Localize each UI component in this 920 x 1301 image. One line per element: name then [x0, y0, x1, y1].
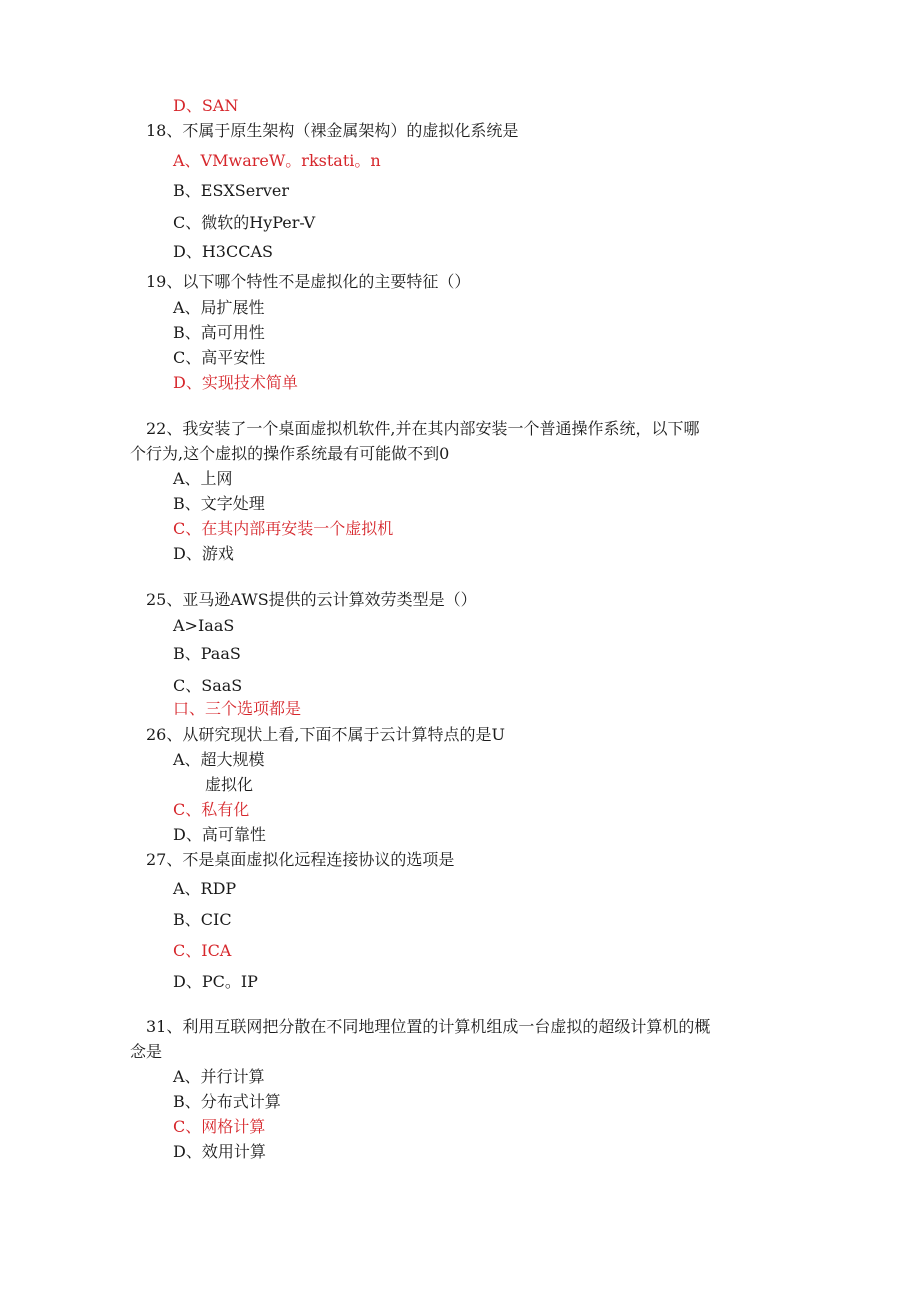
question-31-option-d: D、效用计算	[173, 1142, 266, 1161]
question-22-option-a: A、上网	[173, 469, 233, 488]
option-d-answer: D、SAN	[173, 96, 239, 115]
question-18-option-a-answer: A、VMwareW。rkstati。n	[173, 151, 381, 170]
question-19-option-d-answer: D、实现技术简单	[173, 373, 298, 392]
question-26-option-a: A、超大规模	[173, 750, 265, 769]
question-27-option-d: D、PC。IP	[173, 972, 258, 991]
question-18-option-b: B、ESXServer	[173, 181, 290, 200]
question-31-option-c-answer: C、网格计算	[173, 1117, 266, 1136]
question-22-title: 22、我安装了一个桌面虚拟机软件,并在其内部安装一个普通操作系统，以下哪	[146, 419, 700, 438]
question-25-option-c: C、SaaS	[173, 676, 243, 695]
question-26-title: 26、从研究现状上看,下面不属于云计算特点的是U	[146, 725, 505, 744]
question-18-option-c: C、微软的HyPer-V	[173, 213, 316, 232]
question-19-option-c: C、高平安性	[173, 348, 266, 367]
question-26-option-d: D、高可靠性	[173, 825, 266, 844]
question-22-title-continued: 个行为,这个虚拟的操作系统最有可能做不到0	[130, 444, 450, 463]
question-22-option-d: D、游戏	[173, 544, 234, 563]
question-19-option-b: B、高可用性	[173, 323, 265, 342]
question-27-option-c-answer: C、ICA	[173, 941, 232, 960]
question-18-option-d: D、H3CCAS	[173, 242, 273, 261]
question-25-option-b: B、PaaS	[173, 644, 241, 663]
question-22-option-c-answer: C、在其内部再安装一个虚拟机	[173, 519, 394, 538]
question-25-option-a: A>IaaS	[173, 616, 235, 635]
question-31-option-a: A、并行计算	[173, 1067, 265, 1086]
question-31-title: 31、利用互联网把分散在不同地理位置的计算机组成一台虚拟的超级计算机的概	[146, 1017, 711, 1036]
question-26-option-b: 虚拟化	[205, 775, 254, 794]
question-19-title: 19、以下哪个特性不是虚拟化的主要特征（）	[146, 272, 471, 291]
question-31-option-b: B、分布式计算	[173, 1092, 281, 1111]
question-27-option-a: A、RDP	[173, 879, 237, 898]
question-25-title: 25、亚马逊AWS提供的云计算效劳类型是（）	[146, 590, 477, 609]
question-31-title-continued: 念是	[130, 1042, 163, 1061]
question-25-option-d-answer: 口、三个选项都是	[173, 699, 302, 718]
question-26-option-c-answer: C、私有化	[173, 800, 250, 819]
question-22-option-b: B、文字处理	[173, 494, 265, 513]
question-27-title: 27、不是桌面虚拟化远程连接协议的选项是	[146, 850, 455, 869]
question-18-title: 18、不属于原生架构（裸金属架构）的虚拟化系统是	[146, 121, 519, 140]
question-19-option-a: A、局扩展性	[173, 298, 265, 317]
question-27-option-b: B、CIC	[173, 910, 232, 929]
